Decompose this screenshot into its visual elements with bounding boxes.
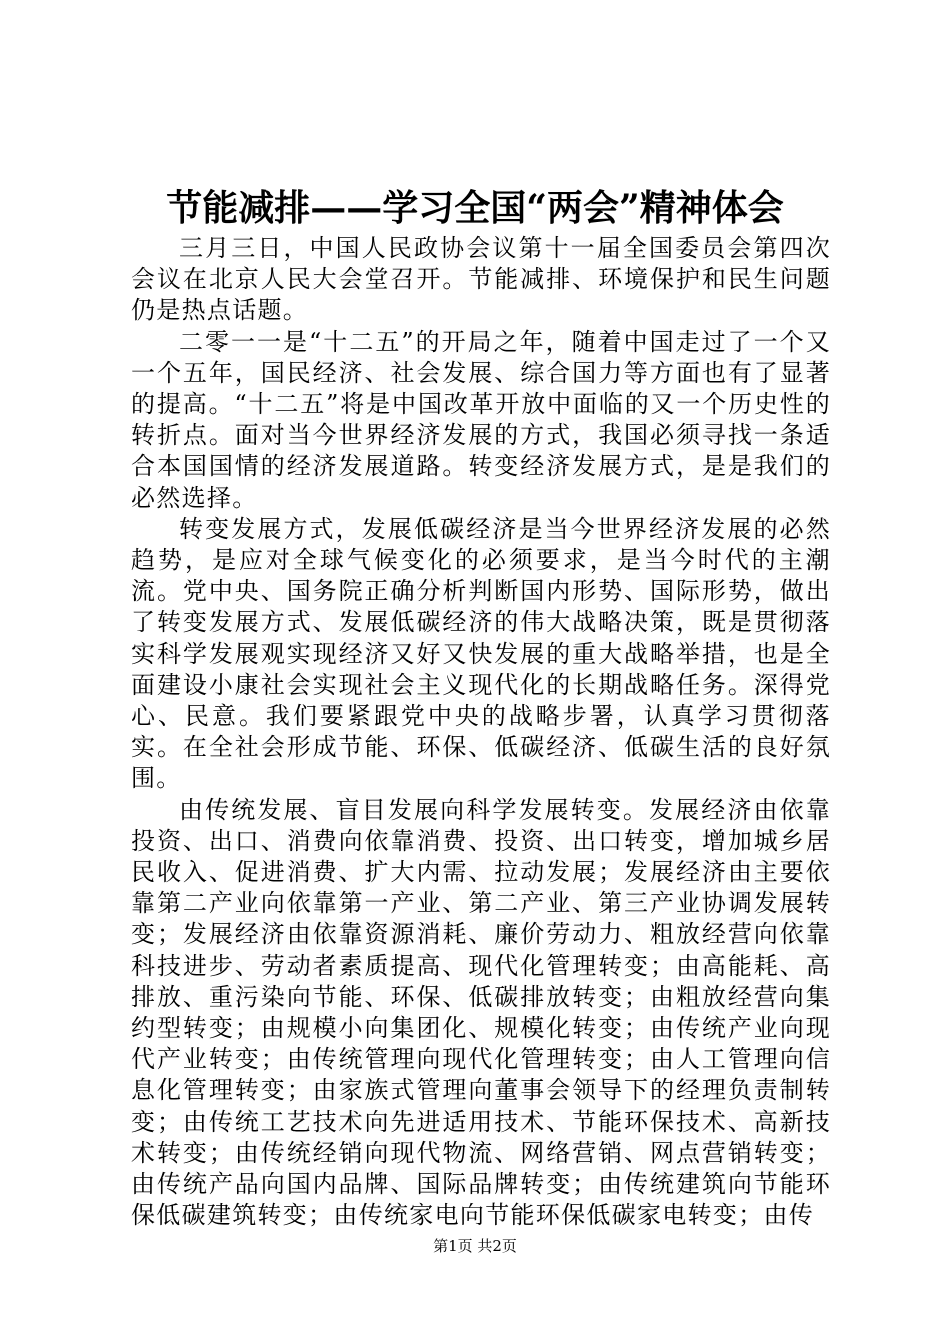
page-footer xyxy=(0,1236,950,1256)
document-body xyxy=(131,233,831,1232)
paragraph-1: 三月三日，中国人民政协会议第十一届全国委员会第四次会议在北京人民大会堂召开。节能减排、环境保护和民生问题仍是热点话题。 xyxy=(131,234,831,325)
page-number-label: 第1页 共2页 xyxy=(433,1237,517,1255)
paragraph-4: 由传统发展、盲目发展向科学发展转变。发展经济由依靠投资、出口、消费向依靠消费、投资、出口转变，增加城乡居民收入、促进消费、扩大内需、拉动发展；发展经济由主要依靠第二产业向依靠第一产业、第二产业、第三产业协调发展转变；发展经济由依靠资源消耗、廉价劳动力、粗放经营向依靠科技进步、劳动者素质提高、现代化管理转变；由高能耗、高排放、重污染向节能、环保、低碳排放转变；由粗放经营向集约型转变；由规模小向集团化、规模化转变；由传统产业向现代产业转变；由传统管理向现代化管理转变；由人工管理向信息化管理转变；由家族式管理向董事会领导下的经理负责制转变；由传统工艺技术向先进适用技术、节能环保技术、高新技术转变；由传统经销向现代物流、网络营销、网点营销转变；由传统产品向国内品牌、国际品牌转变；由传统建筑向节能环保低碳建筑转变；由传统家电向节能环保低碳家电转变；由传 xyxy=(131,795,831,1230)
paragraph-3: 转变发展方式，发展低碳经济是当今世界经济发展的必然趋势，是应对全球气候变化的必须要求，是当今时代的主潮流。党中央、国务院正确分析判断国内形势、国际形势，做出了转变发展方式、发展低碳经济的伟大战略决策，既是贯彻落实科学发展观实现经济又好又快发展的重大战略举措，也是全面建设小康社会实现社会主义现代化的长期战略任务。深得党心、民意。我们要紧跟党中央的战略步署，认真学习贯彻落实。在全社会形成节能、环保、低碳经济、低碳生活的良好氛围。 xyxy=(131,514,831,793)
page-title: 节能减排——学习全国“两会”精神体会 xyxy=(166,187,784,229)
paragraph-2: 二零一一是“十二五”的开局之年，随着中国走过了一个又一个五年，国民经济、社会发展、综合国力等方面也有了显著的提高。“十二五”将是中国改革开放中面临的又一个历史性的转折点。面对当今世界经济发展的方式，我国必须寻找一条适合本国国情的经济发展道路。转变经济发展方式，是是我们的必然选择。 xyxy=(131,327,831,512)
